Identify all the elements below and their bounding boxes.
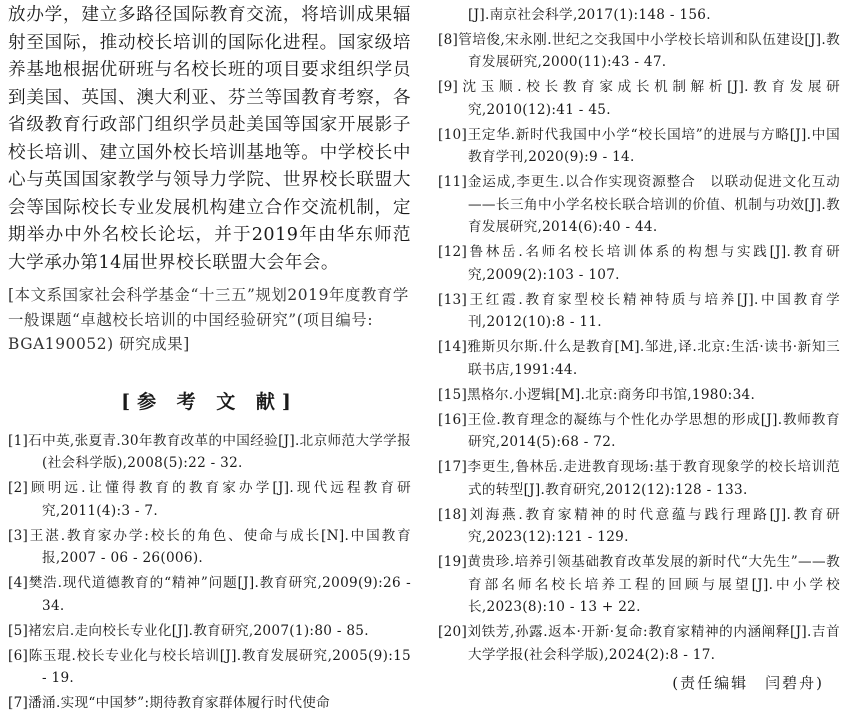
- reference-item-1: [1]石中英,张夏青.30年教育改革的中国经验[J].北京师范大学学报(社会科学版),2008(5):22 - 32.: [8, 432, 411, 471]
- left-column: [8, 0, 411, 717]
- reference-7-continuation: [J].南京社会科学,2017(1):148 - 156.: [468, 7, 711, 23]
- funding-note: [本文系国家社会科学基金“十三五”规划2019年度教育学一般课题“卓越校长培训的中国经验研究”(项目编号: BGA190052) 研究成果]: [8, 286, 409, 353]
- reference-item-20: [20]刘铁芳,孙露.返本·开新·复命:教育家精神的内涵阐释[J].吉首大学学报(社会科学版),2024(2):8 - 17.: [438, 624, 840, 663]
- references-heading: [参 考 文 献]: [121, 390, 298, 413]
- body-paragraph: 放办学，建立多路径国际教育交流，将培训成果辐射至国际，推动校长培训的国际化进程。国家级培养基地根据优研班与名校长班的项目要求组织学员到美国、英国、澳大利亚、芬兰等国教育考察，各省级教育行政部门组织学员赴美国等国家开展影子校长培训、建立国外校长培训基地等。中学校长中心与英国国家教学与领导力学院、世界校长联盟大会等国际校长专业发展机构建立合作交流机制，定期举办中外名校长论坛，并于2019年由华东师范大学承办第14届世界校长联盟大会年会。: [8, 5, 411, 273]
- reference-list-left: [8, 430, 411, 715]
- reference-item-6: [6]陈玉琨.校长专业化与校长培训[J].教育发展研究,2005(9):15 - 19.: [8, 647, 411, 686]
- reference-item-12: [12]鲁林岳.名师名校长培训体系的构想与实践[J].教育研究,2009(2):103 - 107.: [438, 244, 840, 283]
- reference-item-11: [11]金运成,李更生.以合作实现资源整合 以联动促进文化互动——长三角中小学名校长联合培训的价值、机制与功效[J].教育发展研究,2014(6):40 - 44.: [438, 174, 840, 235]
- right-column: [438, 0, 840, 693]
- reference-item-5: [5]褚宏启.走向校长专业化[J].教育研究,2007(1):80 - 85.: [8, 622, 369, 639]
- reference-item-15: [15]黑格尔.小逻辑[M].北京:商务印书馆,1980:34.: [438, 386, 756, 403]
- reference-item-19: [19]黄贵珍.培养引领基础教育改革发展的新时代“大先生”——教育部名师名校长培养工程的回顾与展望[J].中小学校长,2023(8):10 - 13 + 22.: [438, 554, 840, 615]
- reference-item-9: [9]沈玉顺.校长教育家成长机制解析[J].教育发展研究,2010(12):41 - 45.: [438, 79, 840, 118]
- reference-item-13: [13]王红霞.教育家型校长精神特质与培养[J].中国教育学刊,2012(10):8 - 11.: [438, 291, 840, 330]
- reference-item-18: [18]刘海燕.教育家精神的时代意蕴与践行理路[J].教育研究,2023(12):121 - 129.: [438, 506, 840, 545]
- editor-note: (责任编辑 闫碧舟): [672, 674, 824, 692]
- reference-item-17: [17]李更生,鲁林岳.走进教育现场:基于教育现象学的校长培训范式的转型[J].教育研究,2012(12):128 - 133.: [438, 459, 840, 498]
- reference-item-10: [10]王定华.新时代我国中小学“校长国培”的进展与方略[J].中国教育学刊,2020(9):9 - 14.: [438, 126, 840, 165]
- reference-item-7: [7]潘涌.实现“中国梦”:期待教育家群体履行时代使命: [8, 695, 331, 711]
- reference-item-3: [3]王湛.教育家办学:校长的角色、使命与成长[N].中国教育报,2007 - 06 - 26(006).: [8, 527, 411, 566]
- reference-list-right: [438, 29, 840, 667]
- reference-item-2: [2]顾明远.让懂得教育的教育家办学[J].现代远程教育研究,2011(4):3 - 7.: [8, 480, 411, 519]
- reference-item-14: [14]雅斯贝尔斯.什么是教育[M].邹进,译.北京:生活·读书·新知三联书店,1991:44.: [438, 339, 840, 378]
- reference-item-4: [4]樊浩.现代道德教育的“精神”问题[J].教育研究,2009(9):26 - 34.: [8, 575, 411, 614]
- reference-item-8: [8]管培俊,宋永刚.世纪之交我国中小学校长培训和队伍建设[J].教育发展研究,2000(11):43 - 47.: [438, 31, 840, 70]
- reference-item-16: [16]王俭.教育理念的凝练与个性化办学思想的形成[J].教师教育研究,2014(5):68 - 72.: [438, 411, 840, 450]
